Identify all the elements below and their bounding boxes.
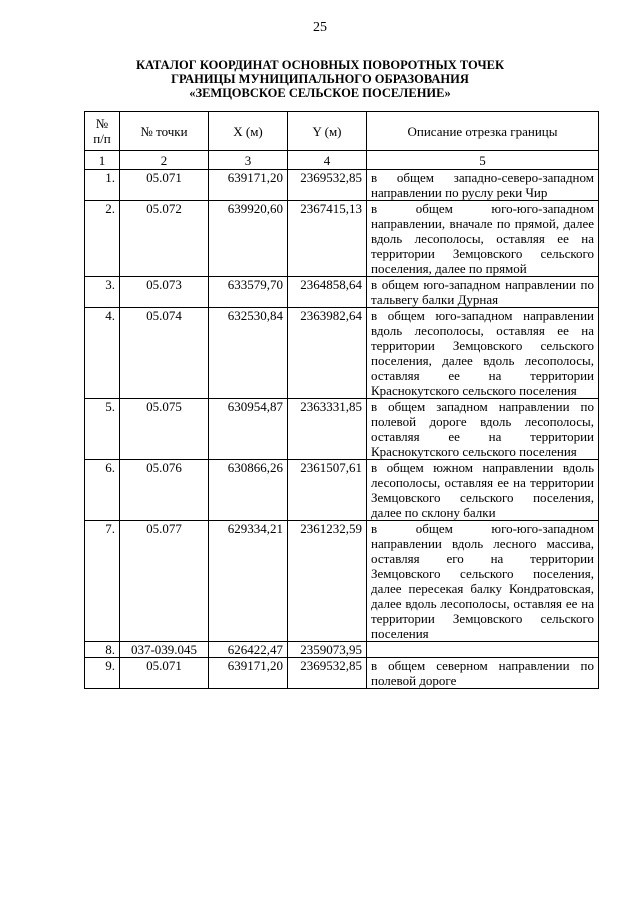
table-row — [85, 521, 599, 642]
x-coordinate: 639171,20 — [209, 658, 288, 689]
column-numbers-row — [85, 151, 599, 170]
column-number: 3 — [209, 151, 288, 170]
table-row — [85, 201, 599, 277]
segment-description: в общем юго-западном направлении по тальвегу балки Дурная — [367, 277, 599, 308]
header-description: Описание отрезка границы — [367, 112, 599, 151]
row-number: 7. — [85, 521, 120, 642]
segment-description: в общем западно-северо-западном направлении по руслу реки Чир — [367, 170, 599, 201]
coordinates-table — [84, 111, 599, 689]
segment-description: в общем северном направлении по полевой дороге — [367, 658, 599, 689]
y-coordinate: 2369532,85 — [288, 170, 367, 201]
y-coordinate: 2363331,85 — [288, 399, 367, 460]
row-number: 2. — [85, 201, 120, 277]
x-coordinate: 632530,84 — [209, 308, 288, 399]
document-title — [0, 58, 640, 100]
column-number: 4 — [288, 151, 367, 170]
row-number: 8. — [85, 642, 120, 658]
x-coordinate: 629334,21 — [209, 521, 288, 642]
point-number: 05.075 — [120, 399, 209, 460]
header-row-number: № п/п — [85, 112, 120, 151]
column-number: 1 — [85, 151, 120, 170]
x-coordinate: 633579,70 — [209, 277, 288, 308]
segment-description: в общем юго-западном направлении вдоль лесополосы, оставляя ее на территории Земцовского сельского поселения, далее вдоль лесополосы, оставляя ее на территории Краснокутского сельского поселения — [367, 308, 599, 399]
column-number: 5 — [367, 151, 599, 170]
segment-description — [367, 642, 599, 658]
row-number: 5. — [85, 399, 120, 460]
x-coordinate: 630866,26 — [209, 460, 288, 521]
point-number: 05.076 — [120, 460, 209, 521]
segment-description: в общем юго-юго-западном направлении вдоль лесного массива, оставляя его на территории Земцовского сельского поселения, далее пересекая балку Кондратовская, далее вдоль лесополосы, оставляя ее на территории Земцовского сельского поселения — [367, 521, 599, 642]
point-number: 05.071 — [120, 658, 209, 689]
segment-description: в общем южном направлении вдоль лесополосы, оставляя ее на территории Земцовского сельского поселения, далее по склону балки — [367, 460, 599, 521]
table-row — [85, 308, 599, 399]
header-point-number: № точки — [120, 112, 209, 151]
header-y: Y (м) — [288, 112, 367, 151]
title-line-3: «ЗЕМЦОВСКОЕ СЕЛЬСКОЕ ПОСЕЛЕНИЕ» — [189, 86, 451, 100]
segment-description: в общем юго-юго-западном направлении, вначале по прямой, далее вдоль лесополосы, оставляя ее на территории Земцовского сельского поселения, далее по прямой — [367, 201, 599, 277]
table-row — [85, 460, 599, 521]
point-number: 05.071 — [120, 170, 209, 201]
table-row — [85, 642, 599, 658]
header-row — [85, 112, 599, 151]
x-coordinate: 639171,20 — [209, 170, 288, 201]
point-number: 05.072 — [120, 201, 209, 277]
x-coordinate: 630954,87 — [209, 399, 288, 460]
y-coordinate: 2361507,61 — [288, 460, 367, 521]
table-row — [85, 658, 599, 689]
row-number: 1. — [85, 170, 120, 201]
page-number: 25 — [313, 20, 327, 35]
row-number: 9. — [85, 658, 120, 689]
y-coordinate: 2364858,64 — [288, 277, 367, 308]
row-number: 3. — [85, 277, 120, 308]
title-line-2: ГРАНИЦЫ МУНИЦИПАЛЬНОГО ОБРАЗОВАНИЯ — [171, 72, 469, 86]
table-row — [85, 170, 599, 201]
point-number: 037-039.045 — [120, 642, 209, 658]
header-x: X (м) — [209, 112, 288, 151]
x-coordinate: 639920,60 — [209, 201, 288, 277]
point-number: 05.074 — [120, 308, 209, 399]
y-coordinate: 2369532,85 — [288, 658, 367, 689]
point-number: 05.073 — [120, 277, 209, 308]
column-number: 2 — [120, 151, 209, 170]
segment-description: в общем западном направлении по полевой дороге вдоль лесополосы, оставляя ее на территории Краснокутского сельского поселения — [367, 399, 599, 460]
title-line-1: КАТАЛОГ КООРДИНАТ ОСНОВНЫХ ПОВОРОТНЫХ ТОЧЕК — [135, 58, 505, 72]
point-number: 05.077 — [120, 521, 209, 642]
y-coordinate: 2363982,64 — [288, 308, 367, 399]
y-coordinate: 2361232,59 — [288, 521, 367, 642]
row-number: 6. — [85, 460, 120, 521]
y-coordinate: 2367415,13 — [288, 201, 367, 277]
y-coordinate: 2359073,95 — [288, 642, 367, 658]
table-row — [85, 277, 599, 308]
row-number: 4. — [85, 308, 120, 399]
table-row — [85, 399, 599, 460]
x-coordinate: 626422,47 — [209, 642, 288, 658]
